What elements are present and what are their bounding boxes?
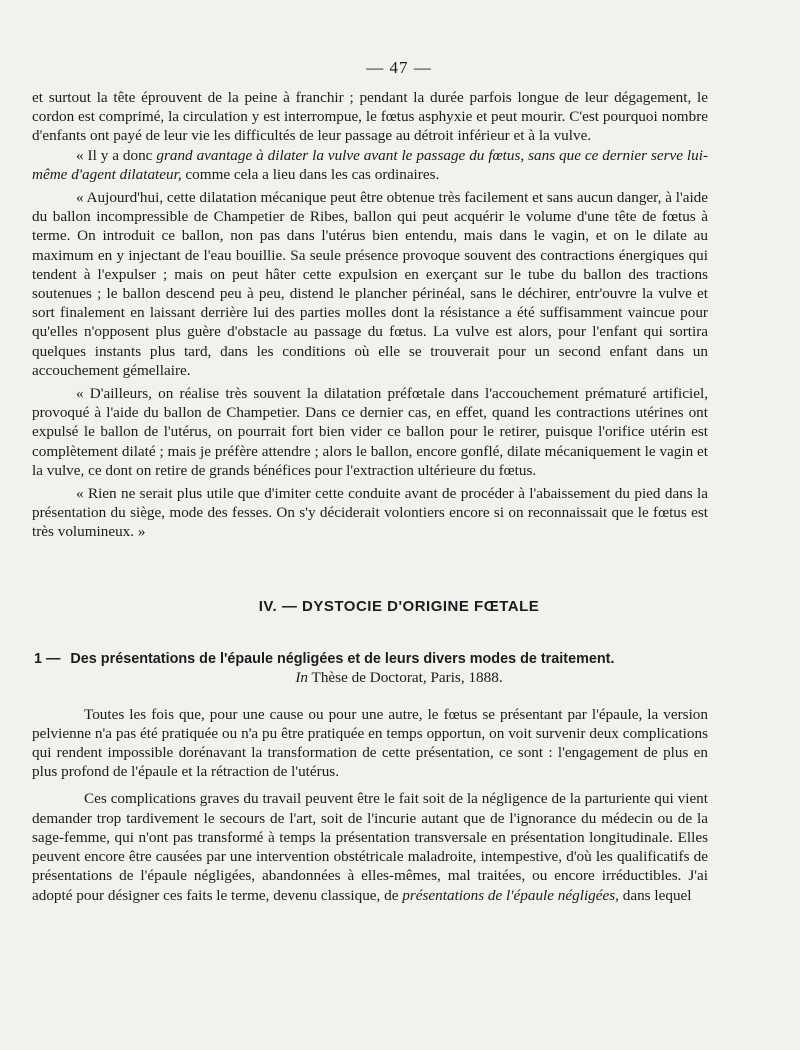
paragraph: « D'ailleurs, on réalise très souvent la dilatation préfœtale dans l'accouchement prématuré artificiel, provoqué à l'aide du ballon de Champetier. Dans ce dernier cas, en effet, quand les contractions utérines ont expulsé le ballon de l'utérus, on pourrait fort bien vider ce ballon pour le retirer, puisque l'orifice utérin est complètement dilaté ; mais je préfère attendre ; alors le ballon, encore gonflé, dilate mécaniquement le vagin et la vulve, ce dont on retire de grands bénéfices pour l'extraction ultérieure du fœtus.: [32, 385, 708, 479]
entry-heading: [34, 651, 708, 667]
entry-title: Des présentations de l'épaule négligées et de leurs divers modes de traitement.: [70, 650, 615, 667]
paragraph-text: dans lequel: [618, 886, 692, 904]
italic-emphasis: présentations de l'épaule négligées,: [402, 886, 619, 904]
paragraph: « Rien ne serait plus utile que d'imiter cette conduite avant de procéder à l'abaissement du pied dans la présentation du siège, mode des fesses. On s'y déciderait volontiers encore si on reconnaissait que le fœtus est très volumineux. »: [32, 485, 708, 541]
quoted-text-block: [32, 88, 708, 542]
paragraph: [32, 789, 708, 904]
paragraph: [32, 146, 708, 184]
source-prefix: In: [295, 668, 309, 686]
source-text: Thèse de Doctorat, Paris, 1888.: [308, 668, 503, 686]
paragraph-text: Ces complications graves du travail peuvent être le fait soit de la négligence de la parturiente qui vient demander trop tardivement le secours de l'art, soit de l'incurie autant que de l'ignorance du médecin ou de la sage-femme, qui n'ont pas transformé à temps la présentation transversale en présentation longitudinale. Elles peuvent encore être causées par une intervention obstétricale maladroite, intempestive, d'où les qualificatifs de présentations de l'épaule négligées, abandonnées à elles-mêmes, mal traitées, ou encore irréductibles. J'ai adopté pour désigner ces faits le terme, devenu classique, de: [32, 790, 708, 904]
paragraph-text: comme cela a lieu dans les cas ordinaires.: [181, 165, 440, 183]
entry-source: [90, 669, 708, 687]
paragraph-text: « Il y a donc: [76, 146, 157, 164]
entry-body: [32, 705, 708, 905]
entry-number: 1 —: [34, 650, 61, 667]
page-number: — 47 —: [366, 58, 432, 77]
section-heading: IV. — DYSTOCIE D'ORIGINE FŒTALE: [258, 597, 540, 615]
paragraph: Toutes les fois que, pour une cause ou pour une autre, le fœtus se présentant par l'épaule, la version pelvienne n'a pas été pratiquée ou n'a pu être pratiquée en temps opportun, on voit survenir deux complications qui rendent impossible dorénavant la transformation de cette présentation, ce sont : l'engagement de plus en plus profond de l'épaule et la rétraction de l'utérus.: [32, 705, 708, 781]
paragraph: « Aujourd'hui, cette dilatation mécanique peut être obtenue très facilement et sans aucun danger, à l'aide du ballon incompressible de Champetier de Ribes, ballon qui peut acquérir le volume d'une tête de fœtus à terme. On introduit ce ballon, non pas dans l'utérus bien entendu, mais dans le vagin, et on le dilate au maximum en y injectant de l'eau bouillie. Sa seule présence provoque souvent des contractions énergiques qui tendent à l'expulser ; mais on peut hâter cette expulsion en exerçant sur le tube du ballon des tractions soutenues ; le ballon descend peu à peu, distend le plancher périnéal, sans le déchirer, entr'ouvre la vulve et sort finalement en laissant derrière lui des parties molles dont la résistance a été suffisamment vaincue pour qu'elles n'opposent plus guère d'obstacle au passage du fœtus. La vulve est alors, pour l'enfant qui sortira quelques instants plus tard, dans les conditions où elle se trouverait pour un second enfant dans un accouchement gémellaire.: [32, 189, 708, 379]
paragraph: et surtout la tête éprouvent de la peine à franchir ; pendant la durée parfois longue de leur dégagement, le cordon est comprimé, la circulation y est interrompue, le fœtus asphyxie et peut mourir. C'est pourquoi nombre d'enfants ont payé de leur vie les difficultés de leur passage au détroit inférieur et à la vulve.: [32, 89, 708, 145]
italic-emphasis: grand avantage à dilater la vulve avant le passage du fœtus, sans que ce dernier serve lui-même d'agent dilatateur,: [32, 146, 709, 183]
